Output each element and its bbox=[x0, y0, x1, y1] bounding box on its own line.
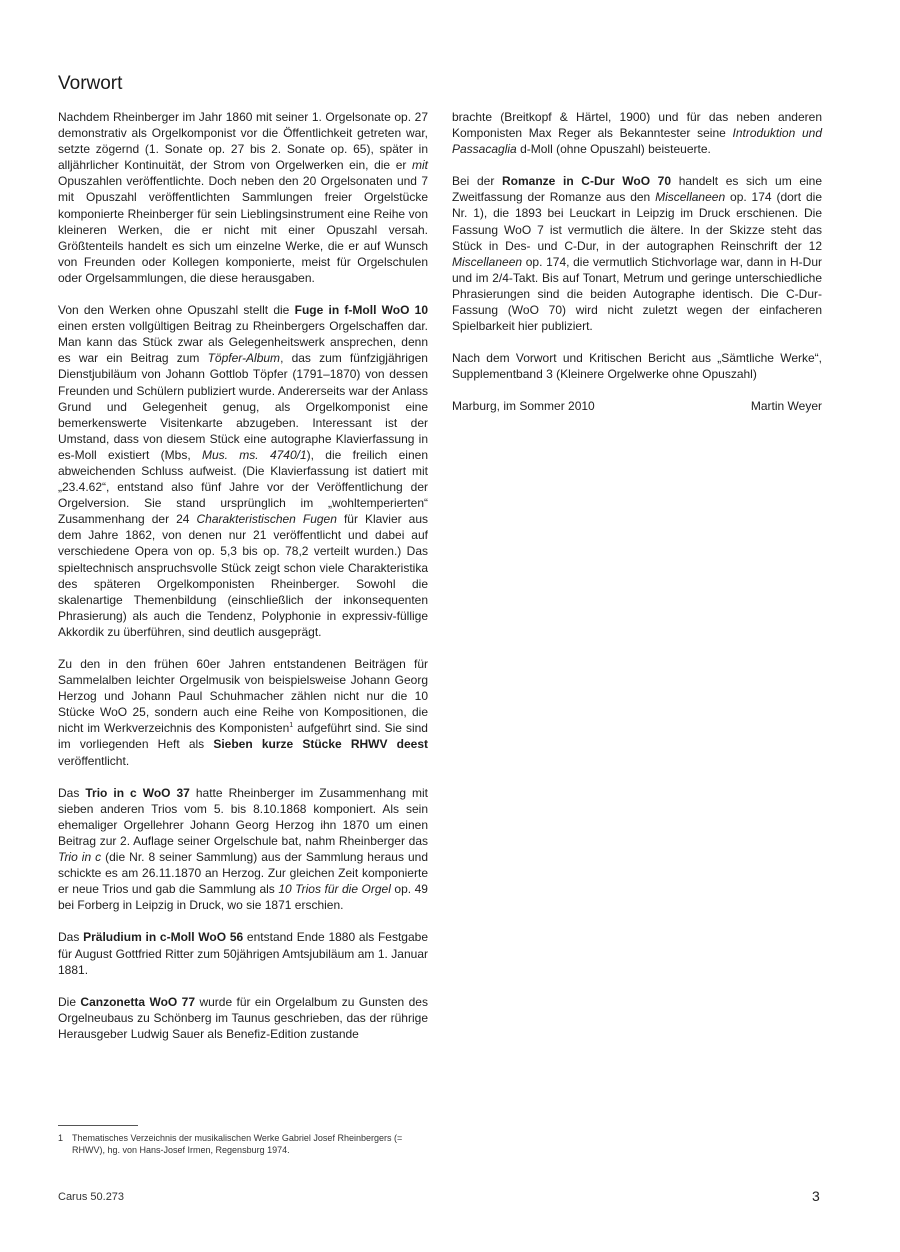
emphasis: Miscellaneen bbox=[452, 254, 523, 269]
footnote-divider bbox=[58, 1125, 138, 1126]
paragraph-fuge bbox=[58, 302, 428, 640]
text: Zu den in den frühen 60er Jahren entstandenen Beiträgen für Sammelalben leichter Orgelmusik von beispielsweise Johann Georg Herzog und Johann Paul Schuhmacher zählen nicht nur die 10 Stücke WoO 25, sondern auch eine Reihe von Kompositionen, die nicht im Werkverzeichnis des Komponisten bbox=[58, 657, 428, 736]
text: d-Moll (ohne Opuszahl) beisteuerte. bbox=[520, 142, 711, 157]
text: Nachdem Rheinberger im Jahr 1860 mit seiner 1. Orgelsonate op. 27 demonstrativ als Orgelkomponist vor die Öffentlichkeit getreten war, setzte zögernd (1. Sonate op. 27 bis 2. Sonate op. 65), später in alljährlicher Kontinuität, der Strom von Orgelwerken ein, die er bbox=[58, 110, 428, 173]
text: wurde für ein Orgelalbum zu Gunsten des Orgelneubaus zu Schönberg im Taunus geschrieben, das der rührige Herausgeber Ludwig Sauer als Benefiz-Edition zustande bbox=[58, 994, 428, 1041]
text: entstand Ende 1880 als Festgabe für August Gottfried Ritter zum 50jährigen Amtsjubiläum am 1. Januar 1881. bbox=[58, 930, 429, 977]
emphasis: Miscellaneen bbox=[655, 190, 726, 205]
place-date: Marburg, im Sommer 2010 bbox=[452, 399, 595, 414]
work-title-sieben: Sieben kurze Stücke RHWV deest bbox=[213, 737, 428, 752]
work-title-romanze: Romanze in C-Dur WoO 70 bbox=[502, 174, 672, 189]
text: op. 49 bei Forberg in Leipzig in Druck, wo sie 1871 erschien. bbox=[58, 882, 428, 913]
text: Das bbox=[58, 785, 80, 800]
paragraph-intro bbox=[58, 109, 428, 286]
text: hatte Rheinberger im Zusammenhang mit sieben anderen Trios vom 5. bis 8.10.1868 komponiert. Als sein ehemaliger Orgellehrer Johann Georg Herzog ihn 1870 um einen Beitrag zur 2. Auflage seiner Orgelschule bat, nahm Rheinberger das bbox=[58, 785, 429, 848]
emphasis: Töpfer-Album bbox=[207, 351, 281, 366]
emphasis: Charakteristischen Fugen bbox=[196, 512, 337, 527]
text: Bei der bbox=[452, 174, 495, 189]
paragraph-praeludium bbox=[58, 929, 428, 977]
catalog-number: Carus 50.273 bbox=[58, 1191, 125, 1203]
work-title-fuge: Fuge in f-Moll WoO 10 bbox=[294, 303, 429, 318]
paragraph-canzonetta bbox=[58, 994, 428, 1042]
page-title: Vorwort bbox=[58, 73, 123, 94]
work-title-trio: Trio in c WoO 37 bbox=[85, 785, 190, 800]
paragraph-sieben-stuecke bbox=[58, 656, 428, 769]
page-number: 3 bbox=[812, 1188, 820, 1204]
author-name: Martin Weyer bbox=[750, 399, 822, 414]
footnote-number: 1 bbox=[58, 1133, 64, 1143]
text: veröffentlicht. bbox=[58, 753, 130, 768]
paragraph-trio bbox=[58, 785, 428, 914]
left-column bbox=[58, 109, 428, 1058]
text: , das zum fünfzigjährigen Dienstjubiläum von Johann Gottlob Töpfer (1791–1870) von dessen Freunden und Schülern publiziert wurde. Andererseits war der Anlass Grund und Gelegenheit genug, als Orgelkomponist eine bemerkenswerte Visitenkarte abzugeben. Interessant ist der Umstand, dass von diesem Stück eine autographe Klavierfassung in es-Moll existiert (Mbs, bbox=[58, 351, 428, 462]
text: handelt es sich um eine Zweitfassung der Romanze aus den bbox=[452, 174, 823, 205]
text: Von den Werken ohne Opuszahl stellt die bbox=[58, 303, 290, 318]
text: brachte (Breitkopf & Härtel, 1900) und für das neben anderen Komponisten Max Reger als Bekanntester seine bbox=[452, 110, 822, 141]
emphasis: Trio in c bbox=[58, 850, 102, 865]
text: (die Nr. 8 seiner Sammlung) aus der Sammlung heraus und schickte es am 26.11.1870 an Herzog. Zur gleichen Zeit komponierte er neue Trios und gab die Sammlung als bbox=[58, 850, 428, 897]
footnote-ref: 1 bbox=[289, 722, 294, 730]
paragraph-romanze bbox=[452, 173, 822, 334]
text: ), die freilich einen abweichenden Schluss aufweist. (Die Klavierfassung ist datiert mit „23.4.62“, entstand also fünf Jahre vor der Veröffentlichung der Orgelversion. Sie stand ursprünglich im „wohltemperierten“ Zusammenhang der 24 bbox=[58, 447, 428, 527]
text: einen ersten vollgültigen Beitrag zu Rheinbergers Orgelschaffen dar. Man kann das Stück zwar als Gelegenheitswerk ansprechen, denn es war ein Beitrag zum bbox=[58, 319, 428, 366]
work-title-canzonetta: Canzonetta WoO 77 bbox=[80, 994, 196, 1009]
emphasis: Introduktion und Passacaglia bbox=[452, 126, 822, 157]
text: Das bbox=[58, 930, 80, 945]
emphasis: Mus. ms. 4740/1 bbox=[201, 447, 307, 462]
emphasis: 10 Trios für die Orgel bbox=[278, 882, 391, 897]
text: Opuszahlen veröffentlichte. Doch neben den 20 Orgelsonaten und 7 mit Opuszahl veröffentlichten Sammlungen freier Orgelstücke komponierte Rheinberger für sein Lieblingsinstrument eine Reihe von kleineren Werken, die er nicht mit einer Opuszahl versah. Größtenteils handelt es sich um einzelne Werke, die er auf Wunsch von Freunden oder Kollegen komponierte, meist für Orgelschulen oder Orgelsammlungen, die diese herausgaben. bbox=[58, 174, 428, 285]
right-column bbox=[452, 109, 822, 415]
text: aufgeführt sind. Sie sind im vorliegenden Heft als bbox=[58, 721, 428, 752]
signature-line bbox=[452, 398, 822, 414]
text: op. 174 (dort die Nr. 1), die 1893 bei Leuckart in Leipzig im Druck erschienen. Die Fassung WoO 7 ist vermutlich die ältere. In der Skizze steht das Stück in Des- und C-Dur, in der autographen Reinschrift der 12 bbox=[452, 190, 822, 253]
work-title-praeludium: Präludium in c-Moll WoO 56 bbox=[83, 930, 244, 945]
text: op. 174, die vermutlich Stichvorlage war, dann in H-Dur und im 2/4-Takt. Bis auf Tonart, Metrum und geringe unterschiedliche Phrasierungen sind die beiden Autographe identisch. Die C-Dur-Fassung (WoO 70) wird nicht zuletzt wegen der einfacheren Spielbarkeit hier publiziert. bbox=[452, 254, 822, 334]
paragraph-source: Nach dem Vorwort und Kritischen Bericht aus „Sämtliche Werke“, Supplementband 3 (Kleinere Orgelwerke ohne Opuszahl) bbox=[452, 351, 822, 382]
text: Die bbox=[58, 994, 77, 1009]
text: für Klavier aus dem Jahre 1862, von denen nur 21 veröffentlicht und dabei auf verschiedene Opera von op. 5,3 bis op. 78,2 verteilt wurden.) Das spieltechnisch anspruchsvolle Stück zeigt schon viele Charakteristika des späteren Orgelkomponisten Rheinberger. Sowohl die skalenartige Themenbildung (einschließlich der inkonsequenten Phrasierung) als auch die Tendenz, Polyphonie in expressiv-füllige Akkordik zu überführen, sind deutlich ausgeprägt. bbox=[58, 512, 429, 639]
emphasis: mit bbox=[412, 158, 428, 173]
paragraph-canzonetta-cont bbox=[452, 109, 822, 157]
footnote bbox=[58, 1132, 438, 1156]
footnote-text: Thematisches Verzeichnis der musikalischen Werke Gabriel Josef Rheinbergers (= RHWV), hg. von Hans-Josef Irmen, Regensburg 1974. bbox=[72, 1133, 403, 1155]
